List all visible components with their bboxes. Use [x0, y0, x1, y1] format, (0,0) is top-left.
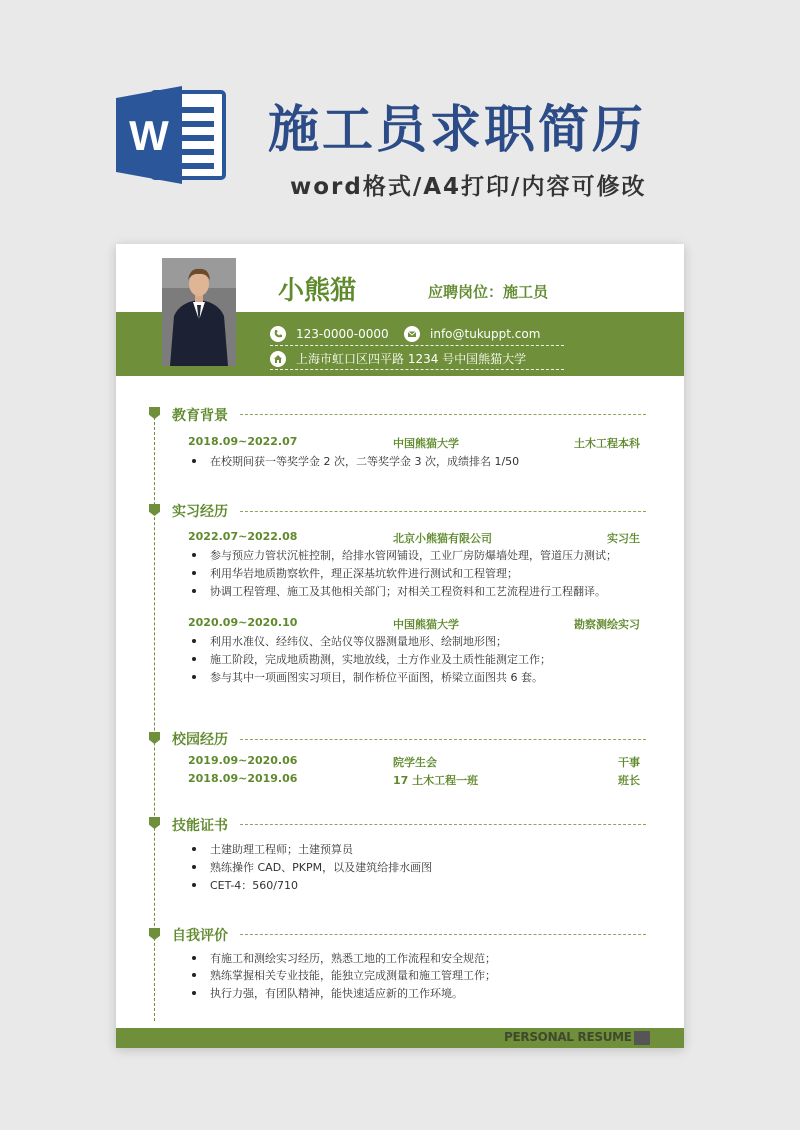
list-item: 参与其中一项画图实习项目，制作桥位平面图，桥梁立面图共 6 套。: [192, 669, 543, 685]
address-text: 上海市虹口区四平路 1234 号中国熊猫大学: [296, 352, 527, 366]
section-marker: [149, 928, 160, 940]
home-icon: [270, 351, 286, 367]
section-divider: [240, 824, 646, 825]
promo-title: 施工员求职简历: [268, 101, 647, 160]
campus-row: 2019.09~2020.06 院学生会 干事: [188, 754, 640, 769]
address-contact: [270, 350, 526, 367]
section-marker: [149, 732, 160, 744]
list-item: 利用水准仪、经纬仪、全站仪等仪器测量地形、绘制地形图；: [192, 633, 507, 649]
email-address: info@tukuppt.com: [430, 327, 541, 341]
footer-square: [634, 1031, 650, 1045]
campus-row: 2018.09~2019.06 17 土木工程一班 班长: [188, 772, 640, 787]
phone-icon: [270, 326, 286, 342]
internship-row: 2022.07~2022.08 北京小熊猫有限公司 实习生: [188, 530, 640, 545]
section-title-self: 自我评价: [172, 928, 228, 944]
promo-header: [0, 0, 800, 240]
education-row: 2018.09~2022.07 中国熊猫大学 土木工程本科: [188, 435, 640, 450]
word-icon: [116, 84, 228, 186]
contact-divider: [270, 345, 564, 346]
section-marker: [149, 817, 160, 829]
phone-contact: [270, 326, 389, 342]
section-marker: [149, 407, 160, 419]
list-item: CET-4：560/710: [192, 877, 298, 893]
section-title-skills: 技能证书: [172, 818, 228, 834]
section-divider: [240, 511, 646, 512]
email-icon: [404, 326, 420, 342]
section-title-internship: 实习经历: [172, 504, 228, 520]
section-title-education: 教育背景: [172, 408, 228, 424]
profile-photo: [162, 258, 236, 366]
phone-number: 123-0000-0000: [296, 327, 389, 341]
section-marker: [149, 504, 160, 516]
list-item: 熟练掌握相关专业技能，能独立完成测量和施工管理工作；: [192, 967, 496, 983]
svg-text:W: W: [129, 112, 169, 159]
email-contact: [404, 326, 540, 342]
list-item: 执行力强，有团队精神，能快速适应新的工作环境。: [192, 985, 463, 1001]
section-divider: [240, 934, 646, 935]
contact-divider: [270, 369, 564, 370]
list-item: 利用华岩地质勘察软件，理正深基坑软件进行测试和工程管理；: [192, 565, 518, 581]
footer-label: PERSONAL RESUME: [504, 1030, 632, 1044]
list-item: 施工阶段，完成地质勘测，实地放线，土方作业及土质性能测定工作；: [192, 651, 551, 667]
list-item: 土建助理工程师；土建预算员: [192, 841, 353, 857]
list-item: 参与预应力管状沉桩控制，给排水管网铺设，工业厂房防爆墙处理，管道压力测试；: [192, 547, 617, 563]
list-item: 熟练操作 CAD、PKPM，以及建筑给排水画图: [192, 859, 432, 875]
list-item: 有施工和测绘实习经历，熟悉工地的工作流程和安全规范；: [192, 950, 496, 966]
resume-page: [116, 244, 684, 1048]
job-position: 应聘岗位：施工员: [428, 283, 549, 301]
internship-row: 2020.09~2020.10 中国熊猫大学 勘察测绘实习: [188, 616, 640, 631]
section-title-campus: 校园经历: [172, 732, 228, 748]
footer-bar: [116, 1028, 684, 1048]
candidate-name: 小熊猫: [278, 276, 357, 306]
section-divider: [240, 739, 646, 740]
section-divider: [240, 414, 646, 415]
promo-subtitle: word格式/A4打印/内容可修改: [290, 174, 647, 200]
list-item: 在校期间获一等奖学金 2 次，二等奖学金 3 次，成绩排名 1/50: [192, 453, 519, 469]
list-item: 协调工程管理、施工及其他相关部门；对相关工程资料和工艺流程进行工程翻译。: [192, 583, 606, 599]
